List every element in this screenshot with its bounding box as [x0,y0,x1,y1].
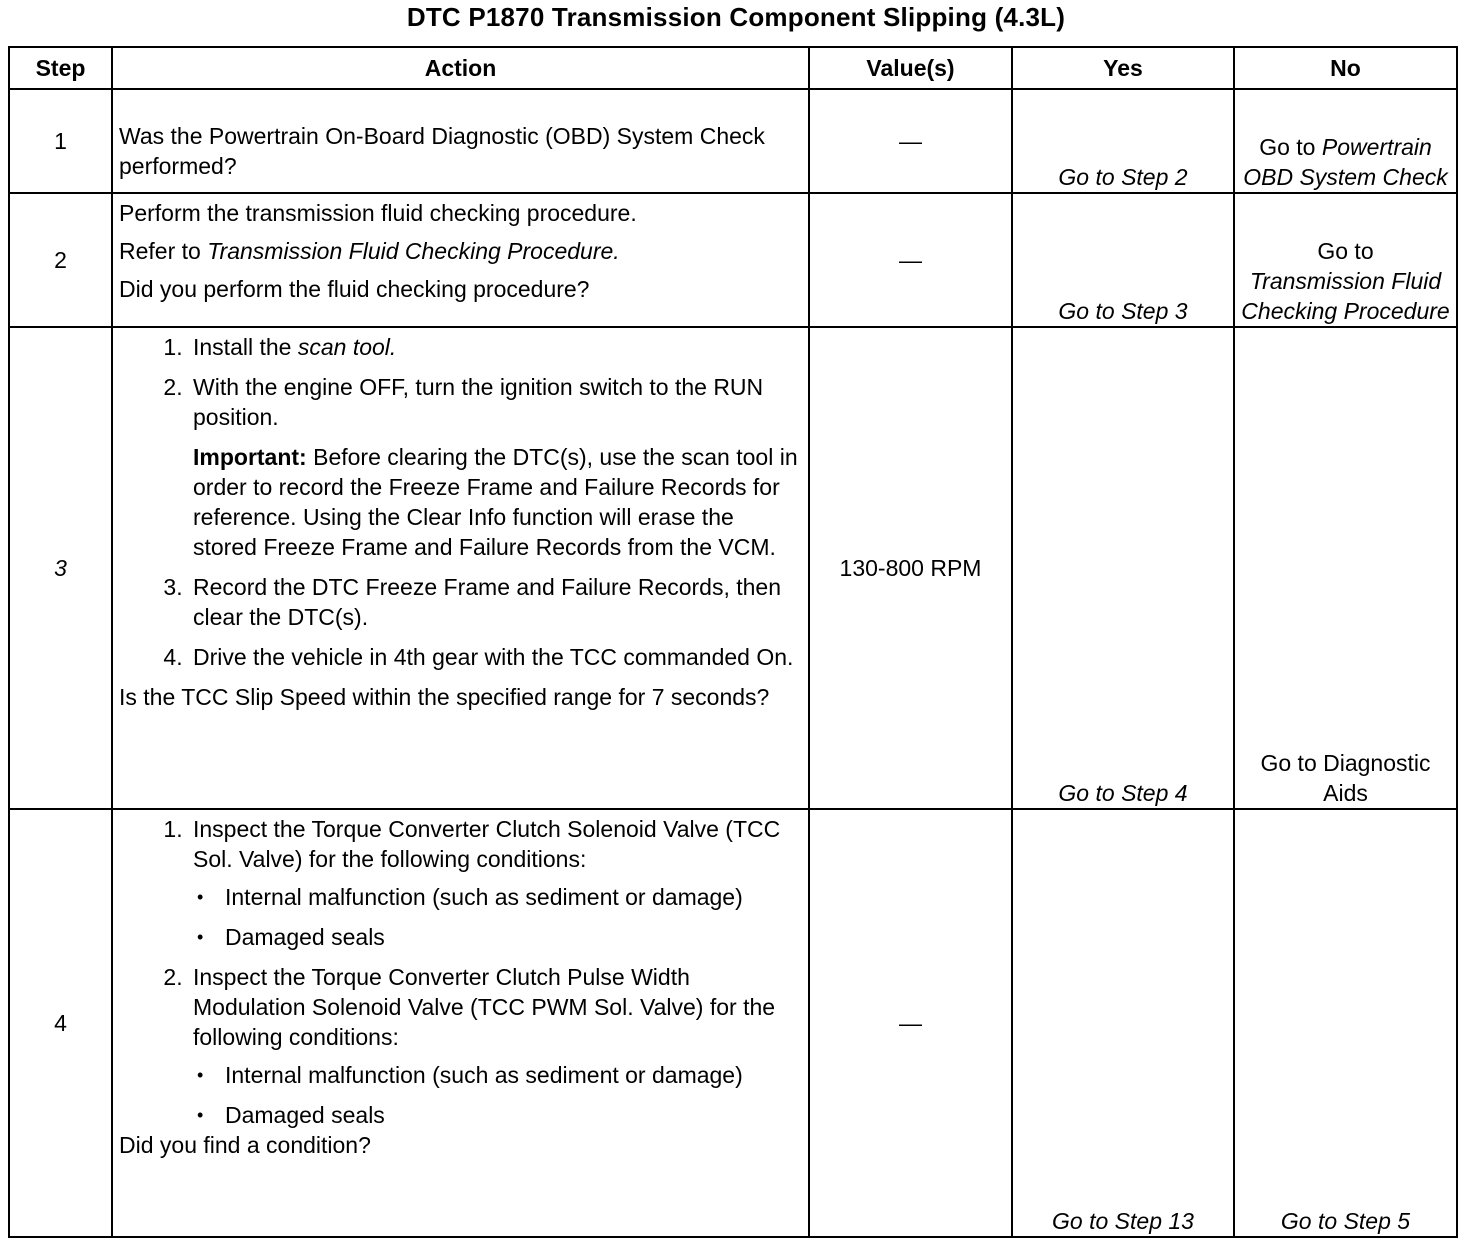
action-cell [112,89,809,193]
important-label: Important: [193,444,307,470]
action-step [189,962,802,1130]
step-number: 4 [9,809,112,1237]
step-number: 2 [9,193,112,327]
header-step: Step [9,47,112,89]
refer-reference: Transmission Fluid Checking Procedure. [207,238,620,264]
no-cell [1234,89,1457,193]
action-steps [119,572,802,672]
value-cell: — [809,809,1012,1237]
value-cell: — [809,89,1012,193]
action-steps [119,814,802,1130]
no-reference: Powertrain OBD System Check [1243,134,1448,190]
step-text: Install the [193,334,292,360]
action-step: 4. Drive the vehicle in 4th gear with the TCC commanded On. [189,642,802,672]
header-action: Action [112,47,809,89]
action-step [189,332,802,362]
action-cell [112,193,809,327]
step-reference: scan tool. [297,334,397,360]
important-note [189,442,802,562]
header-values: Value(s) [809,47,1012,89]
condition-item: • Damaged seals [225,1100,802,1130]
page-title: DTC P1870 Transmission Component Slipping (4.3L) [406,2,1066,32]
step-text: Inspect the Torque Converter Clutch Solenoid Valve (TCC Sol. Valve) for the following conditions: [193,816,781,872]
action-step: 3. Record the DTC Freeze Frame and Failure Records, then clear the DTC(s). [189,572,802,632]
important-text: Before clearing the DTC(s), use the scan tool in order to record the Freeze Frame and Failure Records for reference. Using the Clear Info function will erase the stored Freeze Frame and Failure Records from the VCM. [193,444,798,560]
header-yes: Yes [1012,47,1234,89]
condition-item: • Internal malfunction (such as sediment or damage) [225,1060,802,1090]
action-question: Did you find a condition? [119,1132,371,1158]
value-cell: — [809,193,1012,327]
no-cell [1234,193,1457,327]
yes-cell: Go to Step 3 [1012,193,1234,327]
table-row [9,89,1457,193]
step-number: 1 [9,89,112,193]
table-row [9,809,1457,1237]
header-no: No [1234,47,1457,89]
refer-prefix: Refer to [119,238,201,264]
table-row [9,193,1457,327]
no-cell: Go to Step 5 [1234,809,1457,1237]
action-refer [119,236,802,266]
no-prefix: Go to [1259,134,1316,160]
no-reference: Transmission Fluid Checking Procedure [1241,268,1450,324]
action-text: Perform the transmission fluid checking procedure. [119,200,637,226]
action-cell [112,327,809,809]
condition-list [193,882,802,952]
condition-list [193,1060,802,1130]
table-header-row [9,47,1457,89]
yes-cell: Go to Step 13 [1012,809,1234,1237]
yes-cell: Go to Step 2 [1012,89,1234,193]
condition-item: • Damaged seals [225,922,802,952]
no-prefix: Go to [1317,238,1374,264]
value-cell: 130-800 RPM [809,327,1012,809]
action-step: 2. With the engine OFF, turn the ignition switch to the RUN position. [189,372,802,432]
yes-cell: Go to Step 4 [1012,327,1234,809]
action-cell [112,809,809,1237]
condition-item: • Internal malfunction (such as sediment or damage) [225,882,802,912]
action-step [189,814,802,952]
step-number: 3 [9,327,112,809]
action-text: Was the Powertrain On-Board Diagnostic (OBD) System Check performed? [119,123,765,179]
table-row [9,327,1457,809]
action-question: Did you perform the fluid checking procedure? [119,276,590,302]
step-text: Inspect the Torque Converter Clutch Pulse Width Modulation Solenoid Valve (TCC PWM Sol. Valve) for the following conditions: [193,964,776,1050]
no-cell: Go to Diagnostic Aids [1234,327,1457,809]
diagnostic-table [8,46,1458,1238]
action-steps [119,332,802,432]
action-question: Is the TCC Slip Speed within the specified range for 7 seconds? [119,684,770,710]
